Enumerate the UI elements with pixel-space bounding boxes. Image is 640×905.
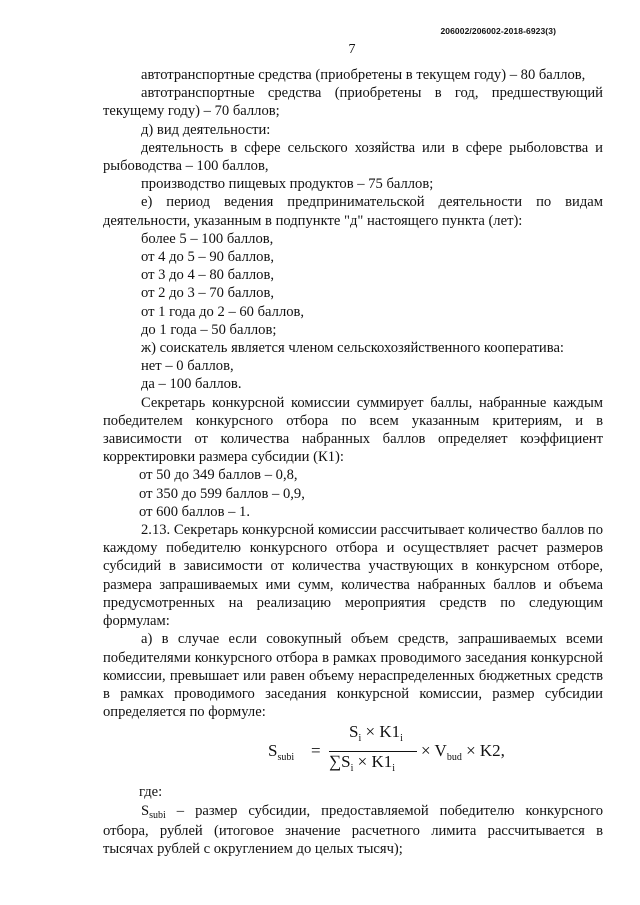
list-item: более 5 – 100 баллов, [141,230,274,247]
list-item: от 350 до 599 баллов – 0,9, [139,485,305,502]
list-item: от 1 года до 2 – 60 баллов, [141,303,305,320]
list-item: от 4 до 5 – 90 баллов, [141,249,275,266]
document-id: 206002/206002-2018-6923(3) [440,26,556,36]
paragraph: производство пищевых продуктов – 75 баллов; [141,176,434,193]
list-item: нет – 0 баллов, [141,358,234,375]
paragraph: ж) соискатель является членом сельскохозяйственного кооператива: [141,340,564,357]
list-item: от 2 до 3 – 70 баллов, [141,285,275,302]
paragraph: е) период ведения предпринимательской деятельности по видам деятельности, указанным в подпункте "д" настоящего пункта (лет): [103,194,603,229]
list-item: от 50 до 349 баллов – 0,8, [139,467,298,484]
paragraph: автотранспортные средства (приобретены в текущем году) – 80 баллов, [141,67,586,83]
paragraph: деятельность в сфере сельского хозяйства или в сфере рыболовства и рыбоводства – 100 баллов, [103,139,603,175]
formula-equals: = [311,741,321,761]
definition-symbol: $S_{subi}$ [141,802,166,821]
list-item: до 1 года – 50 баллов; [141,321,277,338]
paragraph: а) в случае если совокупный объем средств, запрашиваемых всеми победителями конкурсного отбора в рамках проводимого заседания конкурсной комиссии, превышает или равен объему нераспределенных бюджетных средств в рамках проводимого заседания конкурсной комиссии, размер субсидии определяется по формуле: [103,631,603,721]
document-body [103,66,603,858]
paragraph: 2.13. Секретарь конкурсной комиссии рассчитывает количество баллов по каждому победителю конкурсного отбора и осуществляет расчет размеров субсидий в зависимости от количества участвующих в конкурсном отборе, размера запрашиваемых ими сумм, количества набранных баллов и объема предусмотренных на реализацию мероприятия средств по следующим формулам: [103,522,603,630]
list-item: да – 100 баллов. [141,376,242,393]
paragraph: Секретарь конкурсной комиссии суммирует баллы, набранные каждым победителем конкурсного отбора по всем указанным критериям, и в зависимости от количества набранных баллов определяет коэффициент корректировки размера субсидии (К1): [103,394,603,466]
paragraph: $S_{subi}$ – размер субсидии, предоставляемой победителю конкурсного отбора, рублей (итоговое значение расчетного лимита рассчитывается в тысячах рублей с округлением до целых тысяч); [103,802,603,857]
paragraph: д) вид деятельности: [141,121,271,138]
formula-tail: × $V_{bud} \times K2$, [421,741,505,764]
subsidy-formula [103,721,603,779]
list-item: от 3 до 4 – 80 баллов, [141,267,275,284]
paragraph: автотранспортные средства (приобретены в год, предшествующий текущему году) – 70 баллов; [103,85,603,120]
formula-numerator: $S_i \times K1_i$ [349,722,403,745]
formula-lhs: $S_{subi}$ [268,741,295,764]
page-number: 7 [348,42,356,57]
where-label: где: [139,784,163,801]
formula-denominator: $\sum S_i \times K1_i$ [329,752,396,775]
list-item: от 600 баллов – 1. [139,503,250,520]
